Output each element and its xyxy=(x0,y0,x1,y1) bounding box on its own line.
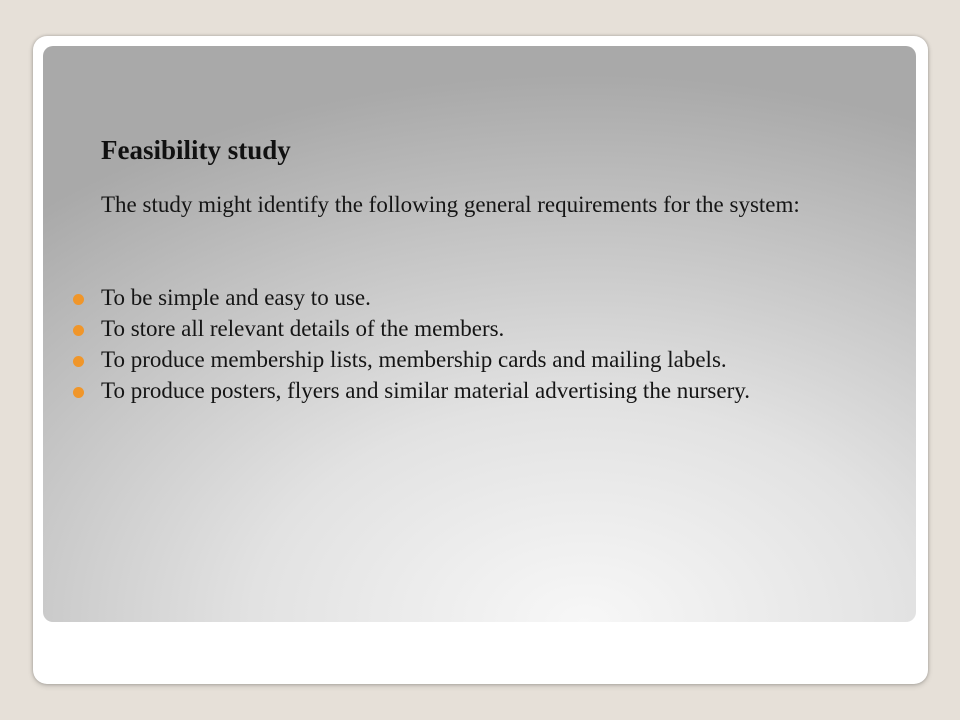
bullet-text: To produce membership lists, membership cards and mailing labels. xyxy=(101,347,727,372)
bullet-text: To produce posters, flyers and similar material advertising the nursery. xyxy=(101,378,751,403)
list-item xyxy=(71,284,901,311)
bullet-icon xyxy=(73,387,84,398)
bullet-text: To be simple and easy to use. xyxy=(101,285,371,310)
list-item xyxy=(71,315,901,342)
list-item xyxy=(71,377,901,404)
bullet-icon xyxy=(73,325,84,336)
bullet-icon xyxy=(73,294,84,305)
slide-frame xyxy=(33,36,928,684)
slide-intro-text: The study might identify the following general requirements for the system: xyxy=(101,192,800,217)
list-item xyxy=(71,346,901,373)
slide-content-panel xyxy=(43,46,916,622)
bullet-icon xyxy=(73,356,84,367)
slide-title: Feasibility study xyxy=(101,135,291,165)
bullet-list xyxy=(71,284,901,408)
bullet-text: To store all relevant details of the members. xyxy=(101,316,505,341)
